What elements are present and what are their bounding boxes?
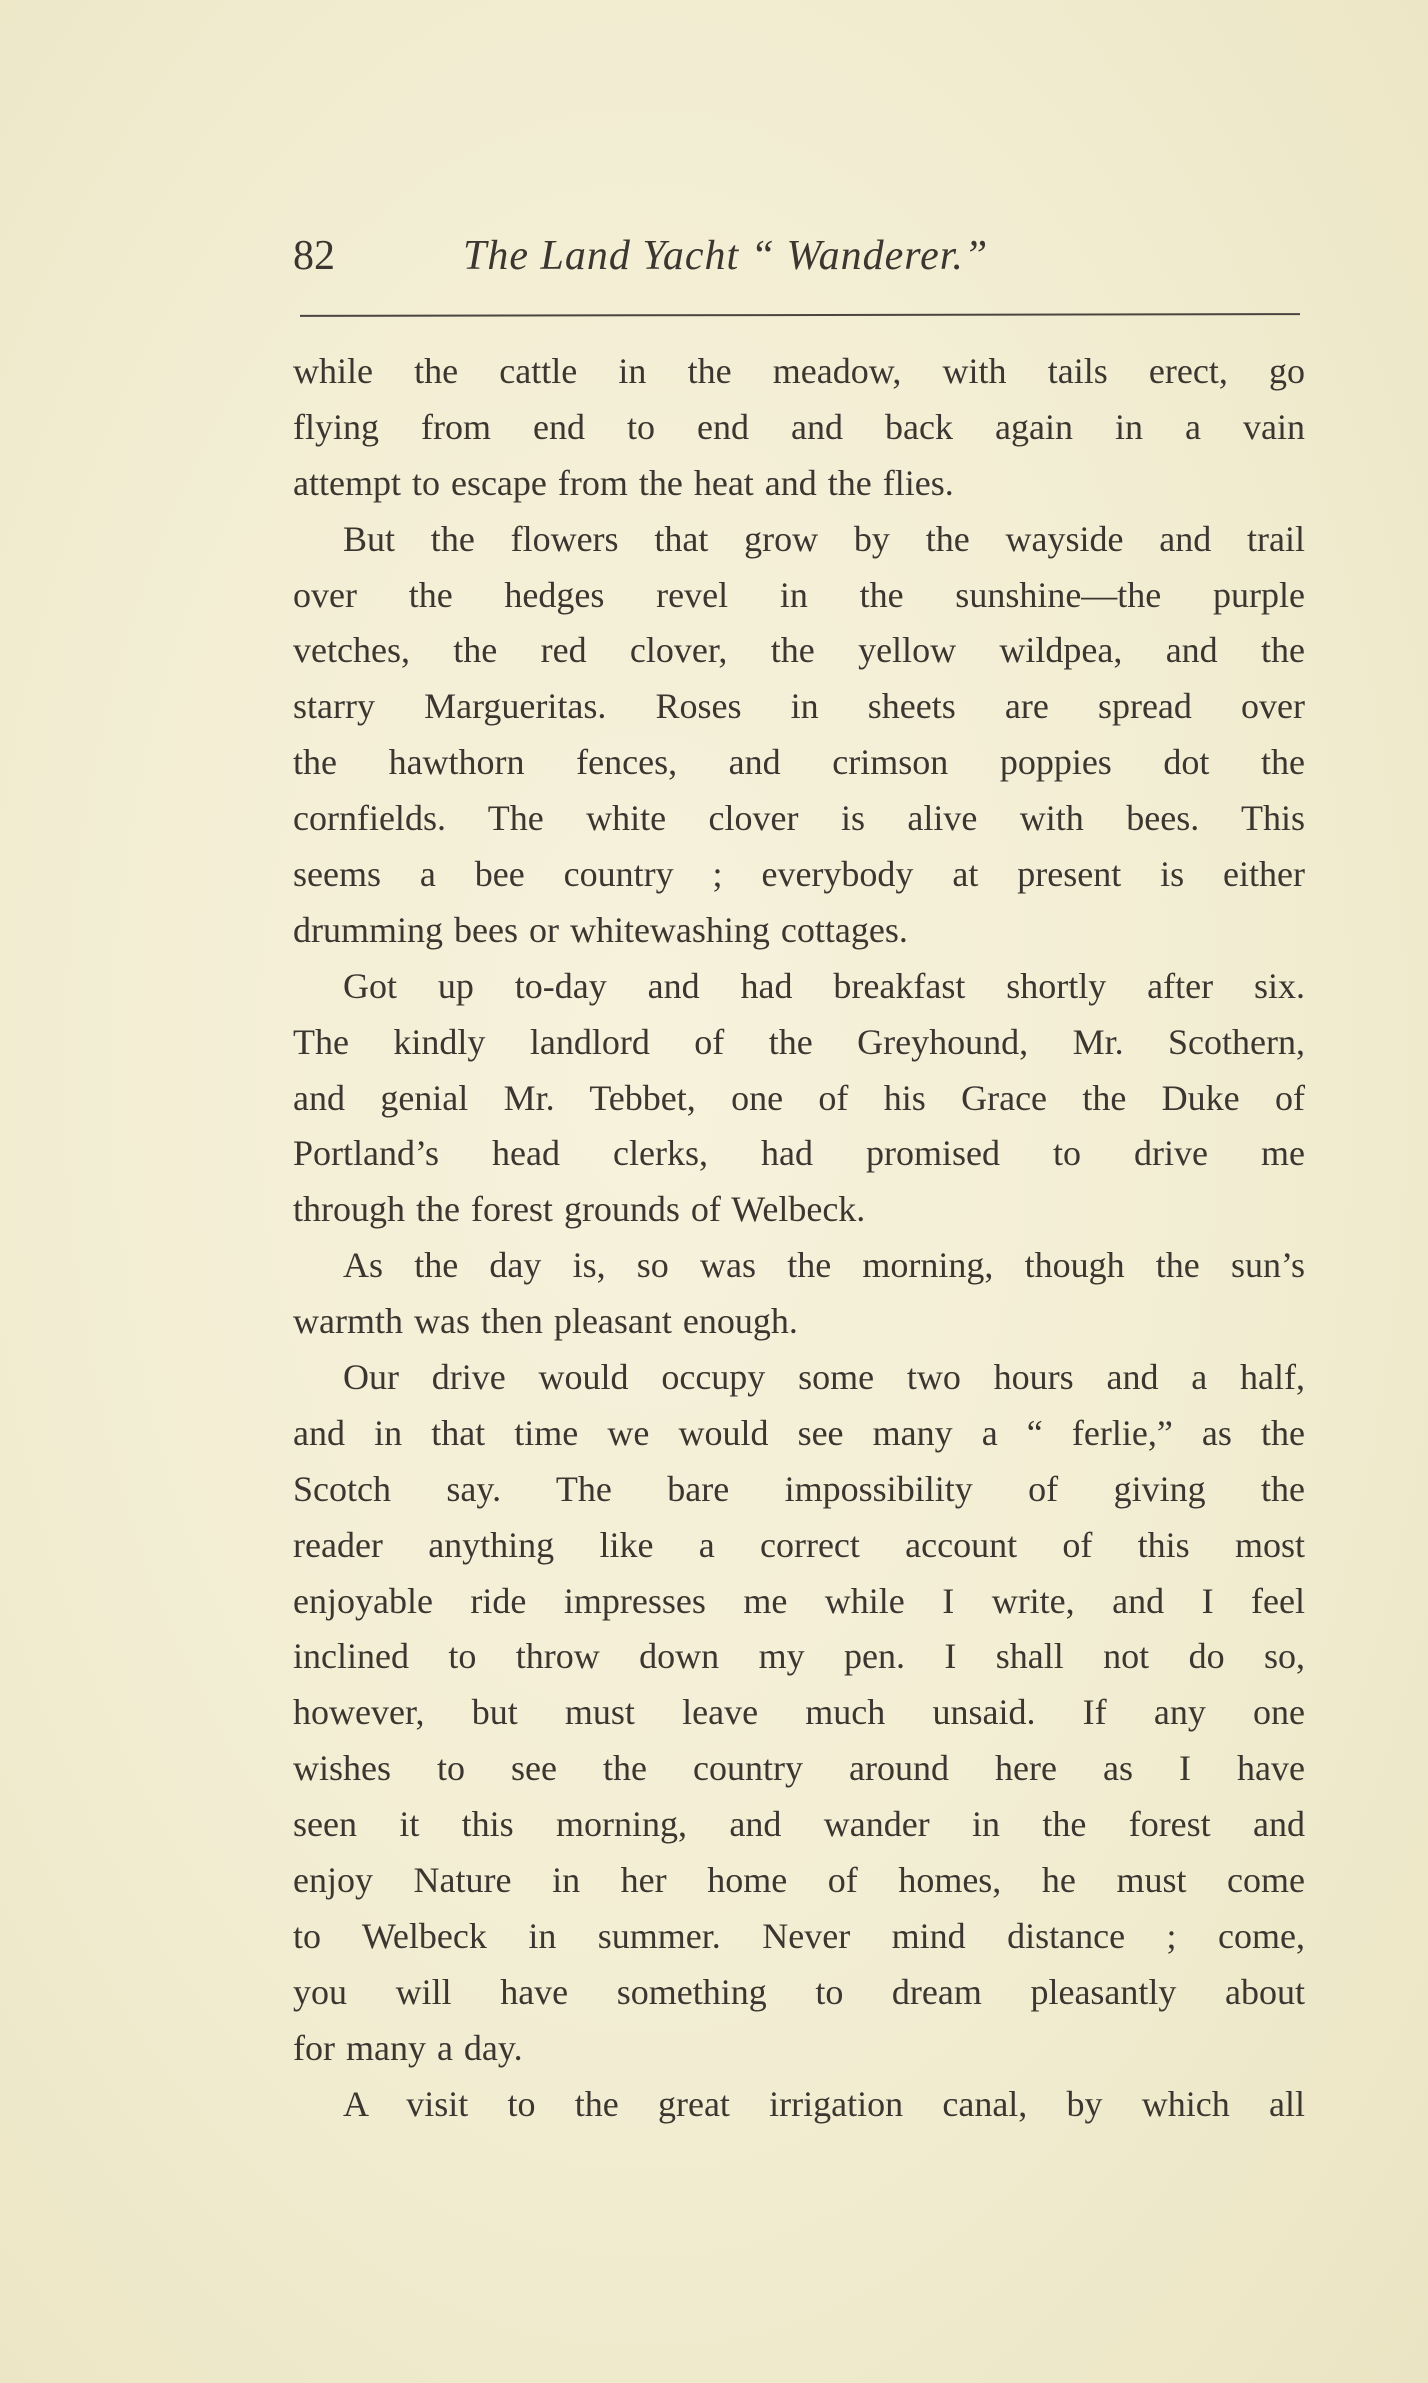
text-line: cornfields. The white clover is alive with bees. This [293,798,1305,839]
text-line: drumming bees or whitewashing cottages. [293,909,908,950]
text-line: however, but must leave much unsaid. If any one [293,1692,1305,1733]
text-line: for many a day. [293,2027,523,2068]
text-line: Got up to-day and had breakfast shortly after six. [343,965,1305,1006]
text-line: while the cattle in the meadow, with tails erect, go [293,351,1305,391]
text-line: seems a bee country ; everybody at present is either [293,854,1305,895]
text-line: As the day is, so was the morning, though the sun’s [343,1245,1305,1286]
text-line: But the flowers that grow by the wayside and trail [343,518,1305,559]
text-line: vetches, the red clover, the yellow wildpea, and the [293,630,1305,671]
text-line: Scotch say. The bare impossibility of giving the [293,1468,1305,1509]
text-line: warmth was then pleasant enough. [293,1301,798,1342]
header-rule [300,313,1300,317]
text-line: enjoy Nature in her home of homes, he must come [293,1860,1305,1901]
text-line: to Welbeck in summer. Never mind distance ; come, [293,1915,1305,1956]
text-line: attempt to escape from the heat and the flies. [293,462,954,503]
body-text [293,344,1305,2133]
text-line: Portland’s head clerks, had promised to drive me [293,1133,1305,1174]
text-line: starry Margueritas. Roses in sheets are spread over [293,686,1305,727]
text-line: over the hedges revel in the sunshine—the purple [293,574,1305,615]
page-number: 82 [293,233,335,279]
text-line: reader anything like a correct account of this most [293,1524,1305,1565]
text-line: through the forest grounds of Welbeck. [293,1189,866,1230]
running-title: The Land Yacht “ Wanderer.” [463,233,989,279]
running-header [293,232,1303,292]
text-line: inclined to throw down my pen. I shall not do so, [293,1636,1305,1677]
text-line: seen it this morning, and wander in the forest and [293,1804,1305,1845]
text-line: Our drive would occupy some two hours and a half, [343,1357,1305,1398]
text-line: and genial Mr. Tebbet, one of his Grace the Duke of [293,1077,1305,1118]
text-line: and in that time we would see many a “ ferlie,” as the [293,1412,1305,1453]
text-line: the hawthorn fences, and crimson poppies dot the [293,742,1305,783]
text-line: A visit to the great irrigation canal, by which all [343,2083,1305,2124]
text-line: enjoyable ride impresses me while I write, and I feel [293,1580,1305,1621]
text-line: flying from end to end and back again in a vain [293,406,1305,447]
text-line: wishes to see the country around here as I have [293,1748,1305,1789]
text-line: The kindly landlord of the Greyhound, Mr. Scothern, [293,1021,1305,1062]
text-line: you will have something to dream pleasantly about [293,1971,1305,2012]
